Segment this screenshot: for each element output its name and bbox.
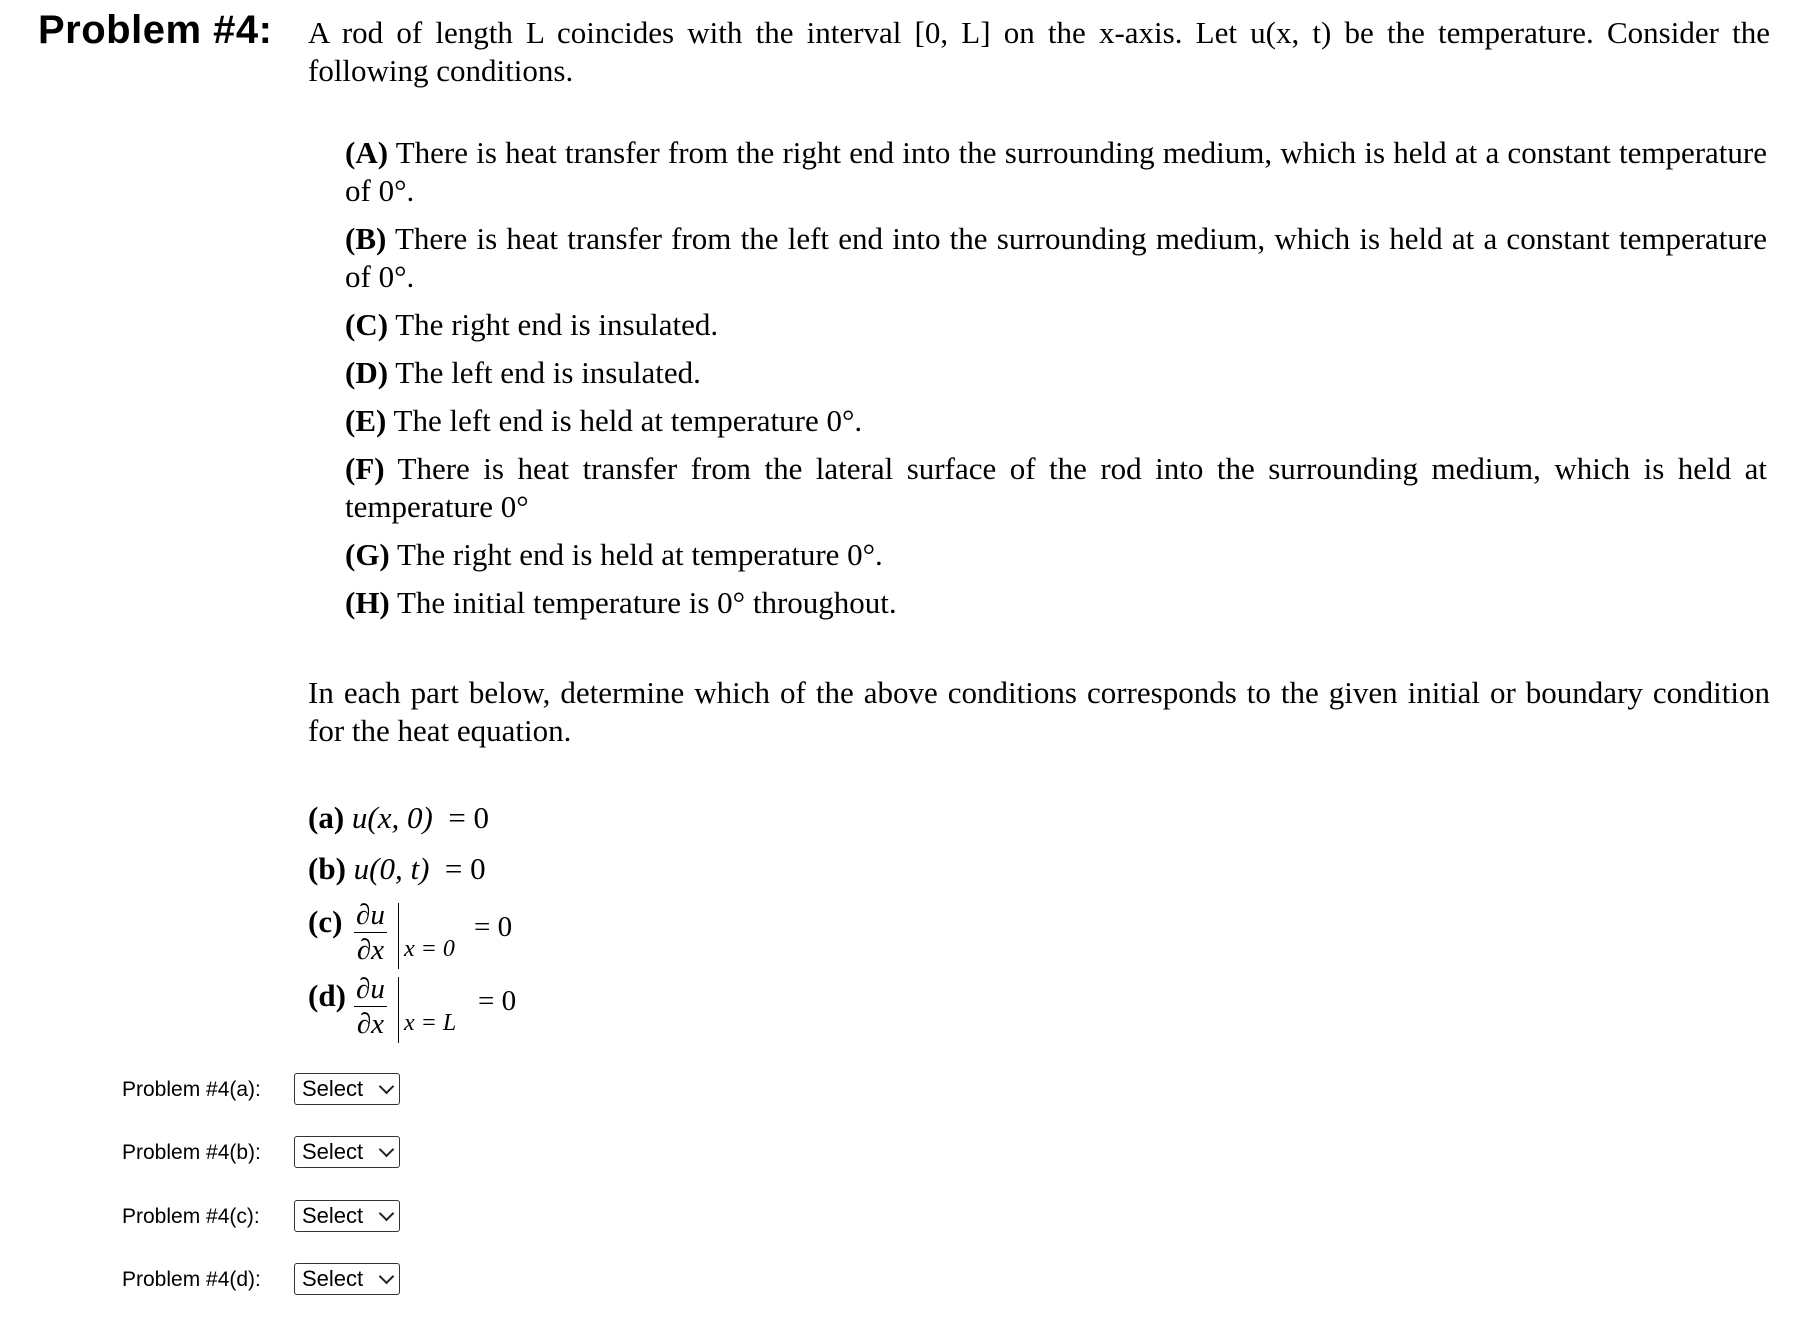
condition-text: There is heat transfer from the right end into the surrounding medium, which is held at a constant temperature of 0°. (345, 135, 1767, 208)
answer-select-d[interactable] (294, 1263, 400, 1295)
condition-text: The left end is insulated. (395, 355, 701, 390)
condition-text: The initial temperature is 0° throughout. (396, 585, 897, 620)
condition-letter: (A) (345, 135, 389, 170)
answer-select-c[interactable] (294, 1200, 400, 1232)
condition-text: There is heat transfer from the lateral surface of the rod into the surrounding medium, which is held at temperature 0° (345, 451, 1767, 524)
part-d-rhs: = 0 (478, 985, 517, 1017)
part-a-label: (a) (308, 800, 345, 835)
condition-letter: (F) (345, 451, 385, 486)
part-d-subscript: x = L (404, 1010, 457, 1036)
condition-letter: (B) (345, 221, 387, 256)
evaluation-bar (398, 903, 399, 969)
condition-letter: (C) (345, 307, 389, 342)
part-c-label: (c) (308, 904, 343, 939)
select-value: Select (302, 1076, 364, 1101)
partial-u: ∂u (356, 899, 385, 931)
part-c-derivative (354, 898, 387, 967)
answer-label-b: Problem #4(b): (122, 1141, 261, 1164)
answer-label-d: Problem #4(d): (122, 1268, 261, 1291)
conditions-list (345, 134, 1767, 632)
condition-g (345, 536, 1767, 574)
part-a-equation (308, 800, 489, 836)
condition-letter: (G) (345, 537, 390, 572)
chevron-down-icon (379, 1079, 395, 1095)
condition-h (345, 584, 1767, 622)
part-c-rhs: = 0 (474, 911, 513, 943)
part-b-rhs: = 0 (444, 851, 486, 886)
condition-a (345, 134, 1767, 210)
part-a-rhs: = 0 (448, 800, 490, 835)
condition-e (345, 402, 1767, 440)
chevron-down-icon (379, 1206, 395, 1222)
chevron-down-icon (379, 1269, 395, 1285)
condition-text: The left end is held at temperature 0°. (393, 403, 863, 438)
part-b-lhs: u(0, t) (353, 851, 430, 886)
part-c-subscript: x = 0 (404, 936, 455, 962)
answer-select-a[interactable] (294, 1073, 400, 1105)
condition-text: There is heat transfer from the left end into the surrounding medium, which is held at a constant temperature of 0°. (345, 221, 1767, 294)
problem-intro: A rod of length L coincides with the interval [0, L] on the x-axis. Let u(x, t) be the temperature. Consider the following conditions. (308, 15, 1770, 88)
answer-label-c: Problem #4(c): (122, 1205, 260, 1228)
condition-letter: (E) (345, 403, 387, 438)
instruction-text: In each part below, determine which of the above conditions corresponds to the given initial or boundary condition for the heat equation. (308, 675, 1770, 748)
chevron-down-icon (379, 1142, 395, 1158)
evaluation-bar (398, 977, 399, 1043)
condition-d (345, 354, 1767, 392)
select-value: Select (302, 1203, 364, 1228)
partial-u: ∂u (356, 973, 385, 1005)
condition-letter: (H) (345, 585, 390, 620)
problem-title: Problem #4: (38, 8, 273, 52)
condition-b (345, 220, 1767, 296)
condition-c (345, 306, 1767, 344)
part-b-equation (308, 851, 486, 887)
condition-text: The right end is held at temperature 0°. (396, 537, 883, 572)
select-value: Select (302, 1139, 364, 1164)
answer-select-b[interactable] (294, 1136, 400, 1168)
answer-label-a: Problem #4(a): (122, 1078, 261, 1101)
condition-letter: (D) (345, 355, 389, 390)
part-d-label: (d) (308, 978, 346, 1013)
select-value: Select (302, 1266, 364, 1291)
condition-text: The right end is insulated. (395, 307, 719, 342)
condition-f (345, 450, 1767, 526)
part-a-lhs: u(x, 0) (351, 800, 433, 835)
part-d-derivative (354, 972, 387, 1041)
partial-x: ∂x (356, 934, 385, 966)
partial-x: ∂x (356, 1008, 385, 1040)
part-b-label: (b) (308, 851, 346, 886)
